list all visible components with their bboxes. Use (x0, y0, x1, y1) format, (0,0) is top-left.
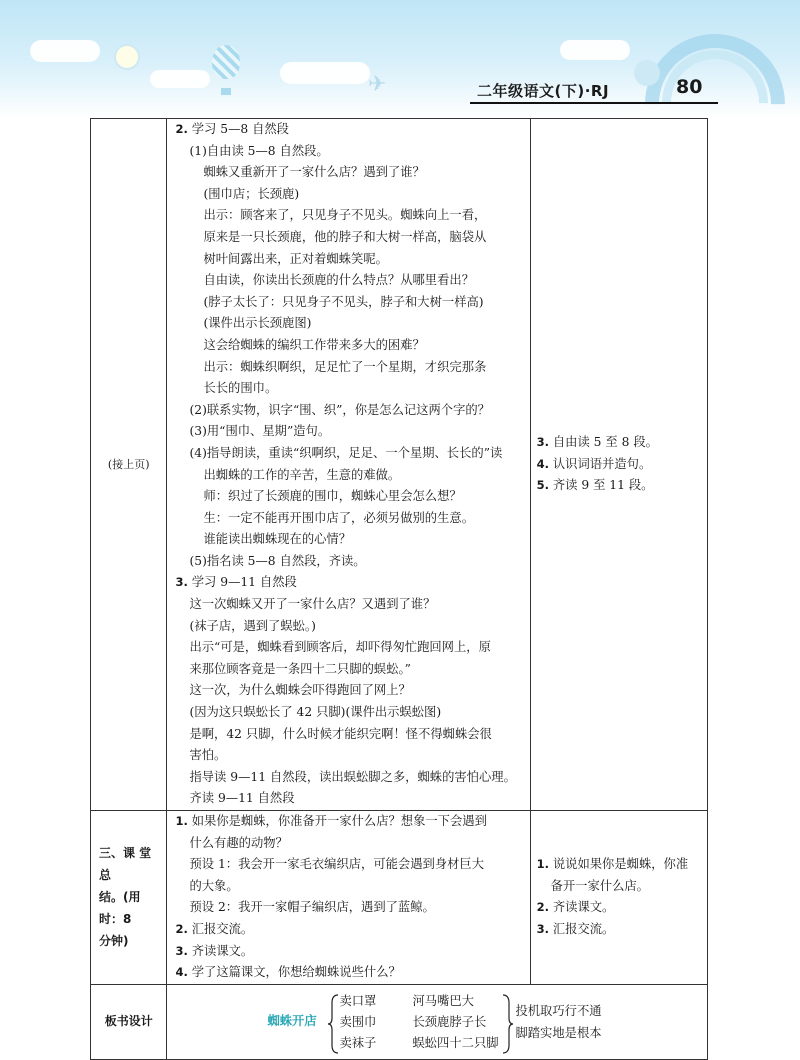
student-line (537, 919, 703, 941)
activity-line: 树叶间露出来，正对着蜘蛛笑呢。 (203, 251, 388, 266)
activity-line: 生：一定不能再开围巾店了，必须另做别的生意。 (203, 510, 474, 525)
step-text: 说说如果你是蜘蛛，你准 (548, 857, 689, 872)
step-text: 学习 9—11 自然段 (187, 575, 297, 590)
table-row (91, 119, 708, 811)
activity-line: 是啊，42 只脚，什么时候才能织完啊！怪不得蜘蛛会很 (189, 726, 492, 741)
book-title: 二年级语文(下)·RJ (477, 82, 610, 100)
glider-icon: ✈ (368, 72, 387, 97)
board-shop-1: 卖口罩 (339, 993, 377, 1008)
activity-line: 预设 2：我开一家帽子编织店，遇到了蓝鲸。 (189, 900, 435, 915)
activity-line: (脖子太长了：只见身子不见头，脖子和大树一样高) (203, 294, 484, 309)
board-center-title: 蜘蛛开店 (267, 1013, 317, 1028)
activity-line: 出示：蜘蛛织啊织，足足忙了一个星期，才织完那条 (203, 359, 487, 374)
section-label-cell (91, 119, 167, 811)
student-activity-list (537, 432, 703, 497)
student-line (537, 854, 703, 876)
step-number: 4. (536, 456, 549, 471)
student-line (537, 454, 703, 476)
cloud-decoration (560, 40, 630, 60)
activity-line (175, 572, 523, 594)
header-divider (470, 102, 718, 104)
step-number: 3. (175, 943, 188, 958)
activity-line: 这一次，为什么蜘蛛会吓得跑回了网上？ (189, 683, 411, 698)
student-activity-list (537, 854, 703, 940)
board-customer-1: 河马嘴巴大 (412, 993, 474, 1008)
page-number: 80 (676, 76, 703, 98)
activity-line: 原来是一只长颈鹿，他的脖子和大树一样高，脑袋从 (203, 229, 487, 244)
board-customer-3: 蜈蚣四十二只脚 (412, 1035, 499, 1050)
activity-line: 指导读 9—11 自然段，读出蜈蚣脚之多，蜘蛛的害怕心理。 (189, 769, 516, 784)
step-number: 1. (175, 814, 188, 828)
sun-icon (114, 44, 140, 70)
activity-line: 谁能读出蜘蛛现在的心情？ (203, 532, 352, 547)
step-number: 1. (536, 857, 549, 872)
cloud-decoration (30, 40, 100, 62)
section3-label (91, 842, 166, 952)
table-row (91, 811, 708, 985)
step-number: 3. (536, 435, 549, 450)
right-brace-icon (501, 993, 513, 1055)
activity-line: (4)指导朗读，重读“织啊织，足足、一个星期、长长的”读 (189, 445, 503, 460)
student-line (537, 897, 703, 919)
step-number: 5. (536, 478, 549, 493)
activity-line: 齐读 9—11 自然段 (189, 791, 295, 806)
step-number: 4. (175, 965, 188, 980)
teacher-activity-list (175, 119, 523, 810)
activity-line: 来那位顾客竟是一条四十二只脚的蜈蚣。” (189, 661, 411, 676)
student-activity-cell (530, 811, 707, 985)
step-number: 2. (175, 921, 188, 936)
teacher-activity-cell (167, 119, 530, 811)
step-number: 2. (536, 900, 549, 915)
activity-line: 预设 1：我会开一家毛衣编织店，可能会遇到身材巨大 (189, 857, 485, 872)
activity-line: 这一次蜘蛛又开了一家什么店？又遇到了谁？ (189, 597, 436, 612)
activity-line: 出蜘蛛的工作的辛苦，生意的难做。 (203, 467, 401, 482)
teacher-activity-list (175, 811, 523, 984)
teacher-activity-cell (167, 811, 530, 985)
step-text: 齐读课文。 (548, 900, 615, 915)
hot-air-balloon-icon (212, 45, 240, 79)
step-text: 学习 5—8 自然段 (187, 122, 289, 136)
activity-line: (2)联系实物，识字“围、织”，你是怎么记这两个字的？ (189, 402, 490, 417)
activity-line: (课件出示长颈鹿图) (203, 316, 312, 331)
section3-label-line: 分钟) (99, 934, 129, 949)
section3-label-line: 结。(用 时：8 (99, 890, 141, 927)
board-design-cell (167, 984, 708, 1059)
lesson-plan-table (90, 118, 708, 1060)
activity-line: (袜子店，遇到了蜈蚣。) (189, 618, 316, 633)
step-text: 学了这篇课文，你想给蜘蛛说些什么？ (187, 965, 401, 980)
activity-line (175, 811, 523, 833)
step-number: 3. (536, 921, 549, 936)
table-row (91, 984, 708, 1059)
cloud-decoration (150, 70, 210, 88)
board-lesson-1: 投机取巧行不通 (515, 1003, 602, 1018)
step-number: 2. (175, 122, 188, 136)
board-shop-3: 卖袜子 (339, 1035, 377, 1050)
activity-line: 害怕。 (189, 748, 227, 763)
balloon-basket-icon (221, 88, 231, 95)
step-text: 认识词语并造句。 (548, 456, 652, 471)
section3-label-line: 三、课 堂 总 (99, 846, 152, 883)
activity-line (175, 962, 523, 984)
activity-line: 蜘蛛又重新开了一家什么店？遇到了谁？ (203, 165, 425, 180)
student-activity-cell (530, 119, 707, 811)
activity-line: (因为这只蜈蚣长了 42 只脚)(课件出示蜈蚣图) (189, 705, 442, 720)
activity-line: 出示“可是，蜘蛛看到顾客后，却吓得匆忙跑回网上，原 (189, 640, 491, 655)
board-design (167, 985, 707, 1059)
activity-line: 师：织过了长颈鹿的围巾，蜘蛛心里会怎么想？ (203, 489, 462, 504)
activity-line: 这会给蜘蛛的编织工作带来多大的困难？ (203, 337, 425, 352)
step-text: 自由读 5 至 8 段。 (548, 435, 658, 450)
activity-line: 出示：顾客来了，只见身子不见头。蜘蛛向上一看， (203, 208, 487, 223)
activity-line: (3)用“围巾、星期”造句。 (189, 424, 331, 439)
step-text: 汇报交流。 (548, 921, 615, 936)
section-label-cell (91, 811, 167, 985)
activity-line (175, 941, 523, 963)
step-text: 齐读课文。 (187, 943, 254, 958)
board-design-label: 板书设计 (104, 1013, 153, 1028)
board-design-label-cell (91, 984, 167, 1059)
activity-line (175, 119, 523, 141)
activity-line: 自由读，你读出长颈鹿的什么特点？从哪里看出？ (203, 273, 474, 288)
student-line: 备开一家什么店。 (550, 878, 649, 893)
child-with-telescope-icon (634, 60, 660, 86)
activity-line: 的大象。 (189, 878, 239, 893)
activity-line: (1)自由读 5—8 自然段。 (189, 143, 329, 158)
board-customer-2: 长颈鹿脖子长 (412, 1014, 487, 1029)
continued-label: (接上页) (107, 457, 150, 471)
activity-line: 长长的围巾。 (203, 381, 278, 396)
step-text: 汇报交流。 (187, 921, 254, 936)
student-line (537, 432, 703, 454)
activity-line: (围巾店；长颈鹿) (203, 186, 300, 201)
activity-line: (5)指名读 5—8 自然段，齐读。 (189, 553, 366, 568)
cloud-decoration (280, 62, 370, 84)
activity-line (175, 919, 523, 941)
activity-line: 什么有趣的动物？ (189, 835, 288, 850)
step-text: 如果你是蜘蛛，你准备开一家什么店？想象一下会遇到 (187, 814, 487, 828)
step-number: 3. (175, 575, 188, 590)
step-text: 齐读 9 至 11 段。 (548, 478, 654, 493)
board-lesson-2: 脚踏实地是根本 (515, 1025, 602, 1040)
board-shop-2: 卖围巾 (339, 1014, 377, 1029)
student-line (537, 475, 703, 497)
